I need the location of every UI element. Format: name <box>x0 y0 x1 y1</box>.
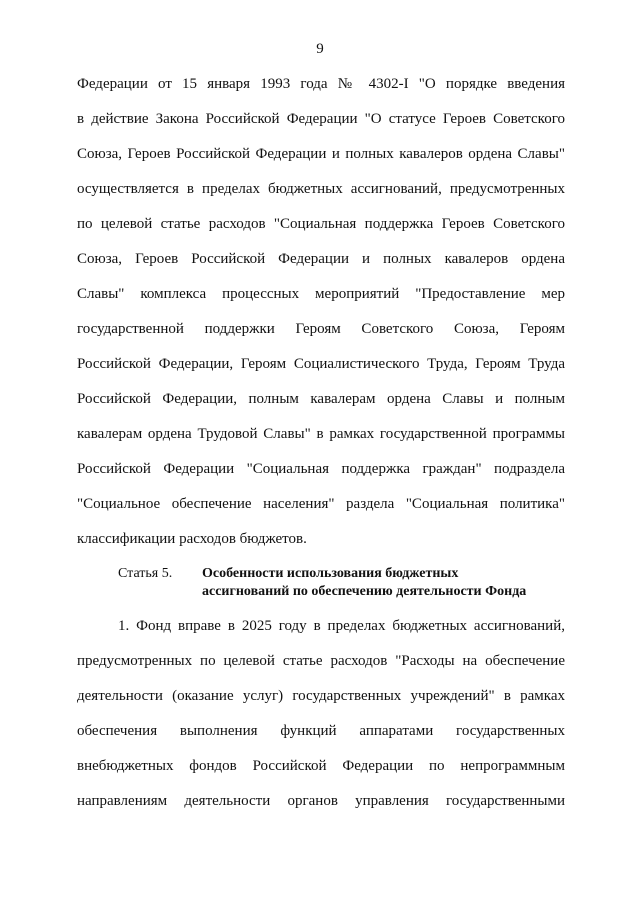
article-label: Статья 5. <box>118 566 173 581</box>
body-text-line: обеспечения выполнения функций аппаратами государственных <box>77 723 565 739</box>
body-text-line: 1. Фонд вправе в 2025 году в пределах бюджетных ассигнований, <box>118 618 565 634</box>
body-text-line: в действие Закона Российской Федерации "О статусе Героев Советского <box>77 111 565 127</box>
body-text-line: Российской Федерации "Социальная поддержка граждан" подраздела <box>77 461 565 477</box>
body-text-line: предусмотренных по целевой статье расходов "Расходы на обеспечение <box>77 653 565 669</box>
body-text-line: Российской Федерации, Героям Социалистического Труда, Героям Труда <box>77 356 565 372</box>
body-text-line: деятельности (оказание услуг) государственных учреждений" в рамках <box>77 688 565 704</box>
body-text-line: Союза, Героев Российской Федерации и полных кавалеров ордена <box>77 251 565 267</box>
article-title-line: ассигнований по обеспечению деятельности Фонда <box>202 584 527 599</box>
body-text-line: Союза, Героев Российской Федерации и полных кавалеров ордена Славы" <box>77 146 565 162</box>
body-text-line: классификации расходов бюджетов. <box>77 531 307 547</box>
body-text-line: направлениям деятельности органов управления государственными <box>77 793 565 809</box>
body-text-line: государственной поддержки Героям Советского Союза, Героям <box>77 321 565 337</box>
body-text-line: по целевой статье расходов "Социальная поддержка Героев Советского <box>77 216 565 232</box>
body-text-line: Славы" комплекса процессных мероприятий "Предоставление мер <box>77 286 565 302</box>
article-title-line: Особенности использования бюджетных <box>202 566 459 581</box>
body-text-line: Федерации от 15 января 1993 года № 4302-I "О порядке введения <box>77 76 565 92</box>
body-text-line: осуществляется в пределах бюджетных ассигнований, предусмотренных <box>77 181 565 197</box>
body-text-line: "Социальное обеспечение населения" раздела "Социальная политика" <box>77 496 565 512</box>
body-text-line: внебюджетных фондов Российской Федерации по непрограммным <box>77 758 565 774</box>
article-title <box>202 565 572 601</box>
body-text-line: кавалерам ордена Трудовой Славы" в рамках государственной программы <box>77 426 565 442</box>
page-number: 9 <box>316 41 324 57</box>
body-text-line: Российской Федерации, полным кавалерам ордена Славы и полным <box>77 391 565 407</box>
